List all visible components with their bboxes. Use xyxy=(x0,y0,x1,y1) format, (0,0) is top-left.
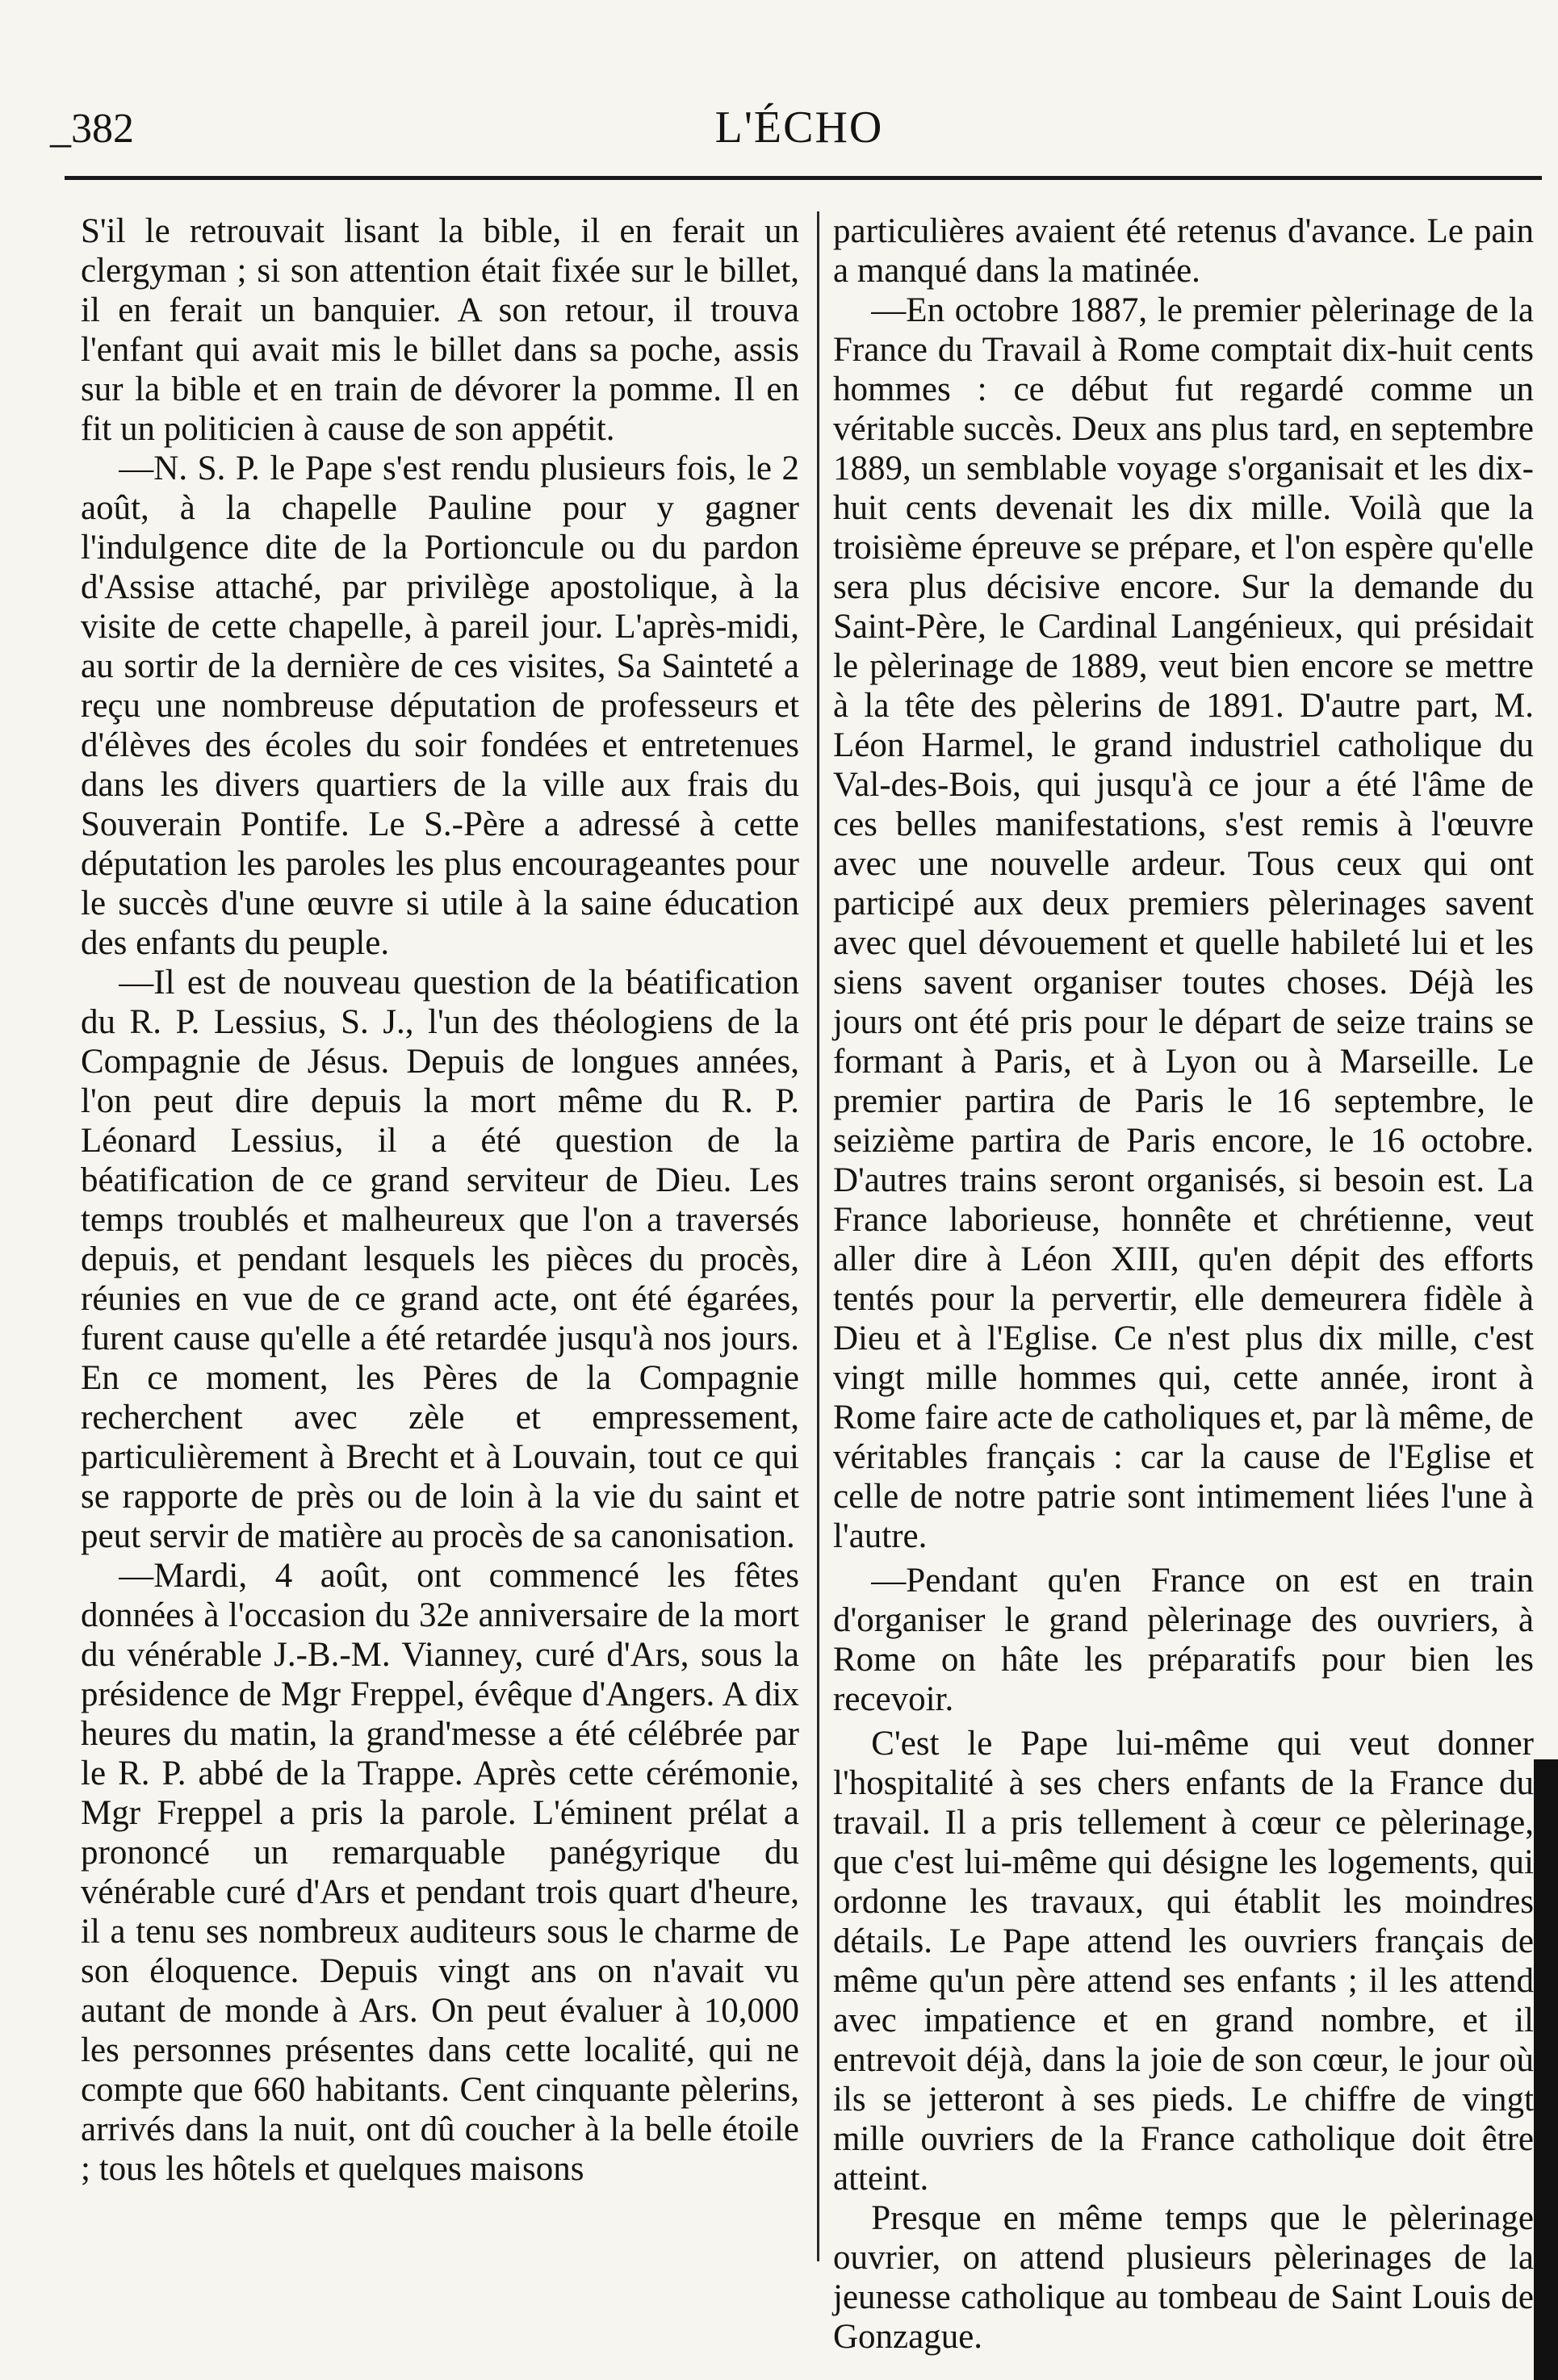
paragraph-clergyman: S'il le retrouvait lisant la bible, il en ferait un clergyman ; si son attention était fixée sur le billet, il en ferait un banquier. A son retour, il trouva l'enfant qui avait mis le billet dans sa poche, assis sur la bible et en train de dévorer la pomme. Il en fit un politicien à cause de son appétit. xyxy=(81,212,799,448)
column-divider xyxy=(817,211,819,2261)
page-header xyxy=(48,95,1550,160)
right-column xyxy=(833,211,1534,2357)
paragraph-youth-pilgrimages: Presque en même temps que le pèlerinage ouvrier, on attend plusieurs pèlerinages de la jeunesse catholique au tombeau de Saint Louis de Gonzague. xyxy=(833,2199,1534,2356)
paragraph-pope-visit: —N. S. P. le Pape s'est rendu plusieurs fois, le 2 août, à la chapelle Pauline pour y gagner l'indulgence dite de la Portioncule ou du pardon d'Assise attaché, par privilège apostolique, à la visite de cette chapelle, à pareil jour. L'après-midi, au sortir de la dernière de ces visites, Sa Sainteté a reçu une nombreuse députation de professeurs et d'élèves des écoles du soir fondées et entretenues dans les divers quartiers de la ville aux frais du Souverain Pontife. Le S.-Père a adressé à cette députation les paroles les plus encourageantes pour le succès d'une œuvre si utile à la saine éducation des enfants du peuple. xyxy=(81,450,799,962)
binding-shadow xyxy=(1534,1759,1558,2380)
paragraph-pilgrimage: —En octobre 1887, le premier pèlerinage de la France du Travail à Rome comptait dix-huit cents hommes : ce début fut regardé comme un véritable succès. Deux ans plus tard, en septembre 1889, un semblable voyage s'organisait et les dix-huit cents devenait les dix mille. Voilà que la troisième épreuve se prépare, et l'on espère qu'elle sera plus décisive encore. Sur la demande du Saint-Père, le Cardinal Langénieux, qui présidait le pèlerinage de 1889, veut bien encore se mettre à la tête des pèlerins de 1891. D'autre part, M. Léon Harmel, le grand industriel catholique du Val-des-Bois, qui jusqu'à ce jour a été l'âme de ces belles manifestations, s'est remis à l'œuvre avec une nouvelle ardeur. Tous ceux qui ont participé aux deux premiers pèlerinages savent avec quel dévouement et quelle habileté lui et les siens savent organiser toutes choses. Déjà les jours ont été pris pour le départ de seize trains se formant à Paris, et à Lyon ou à Marseille. Le premier partira de Paris le 16 septembre, le seizième partira de Paris encore, le 16 octobre. D'autres trains seront organisés, si besoin est. La France laborieuse, honnête et chrétienne, veut aller dire à Léon XIII, qu'en dépit des efforts tentés pour la pervertir, elle demeurera fidèle à Dieu et à l'Eglise. Ce n'est plus dix mille, c'est vingt mille hommes qui, cette année, iront à Rome faire acte de catholiques et, par là même, de véritables français : car la cause de l'Eglise et celle de notre patrie sont intimement liées l'une à l'autre. xyxy=(833,291,1534,1555)
paragraph-pope-hospitality: C'est le Pape lui-même qui veut donner l'hospitalité à ses chers enfants de la France du travail. Il a pris tellement à cœur ce pèlerinage, que c'est lui-même qui désigne les logements, qui ordonne les travaux, qui établit les moindres détails. Le Pape attend les ouvriers français de même qu'un père attend ses enfants ; il les attend avec impatience et en grand nombre, et il entrevoit déjà, dans la joie de son cœur, le jour où ils se jetteront à ses pieds. Le chiffre de vingt mille ouvriers de la France catholique doit être atteint. xyxy=(833,1725,1534,2198)
paragraph-continuation: particulières avaient été retenus d'avance. Le pain a manqué dans la matinée. xyxy=(833,212,1534,290)
paragraph-rome-preparations: —Pendant qu'en France on est en train d'organiser le grand pèlerinage des ouvriers, à Rome on hâte les préparatifs pour bien les recevoir. xyxy=(833,1562,1534,1718)
left-column xyxy=(81,211,799,2189)
paragraph-lessius: —Il est de nouveau question de la béatification du R. P. Lessius, S. J., l'un des théologiens de la Compagnie de Jésus. Depuis de longues années, l'on peut dire depuis la mort même du R. P. Léonard Lessius, il a été question de la béatification de ce grand serviteur de Dieu. Les temps troublés et malheureux que l'on a traversés depuis, et pendant lesquels les pièces du procès, réunies en vue de ce grand acte, ont été égarées, furent cause qu'elle a été retardée jusqu'à nos jours. En ce moment, les Pères de la Compagnie recherchent avec zèle et empressement, particulièrement à Brecht et à Louvain, tout ce qui se rapporte de près ou de loin à la vie du saint et peut servir de matière au procès de sa canonisation. xyxy=(81,964,799,1555)
paragraph-ars: —Mardi, 4 août, ont commencé les fêtes données à l'occasion du 32e anniversaire de la mort du vénérable J.-B.-M. Vianney, curé d'Ars, sous la présidence de Mgr Freppel, évêque d'Angers. A dix heures du matin, la grand'messe a été célébrée par le R. P. abbé de la Trappe. Après cette cérémonie, Mgr Freppel a pris la parole. L'éminent prélat a prononcé un remarquable panégyrique du vénérable curé d'Ars et pendant trois quart d'heure, il a tenu ses nombreux auditeurs sous le charme de son éloquence. Depuis vingt ans on n'avait vu autant de monde à Ars. On peut évaluer à 10,000 les personnes présentes dans cette localité, qui ne compte que 660 habitants. Cent cinquante pèlerins, arrivés dans la nuit, ont dû coucher à la belle étoile ; tous les hôtels et quelques maisons xyxy=(81,1557,799,2188)
page-number: _382 xyxy=(50,106,134,152)
header-rule xyxy=(65,176,1542,180)
journal-title: L'ÉCHO xyxy=(714,102,884,153)
